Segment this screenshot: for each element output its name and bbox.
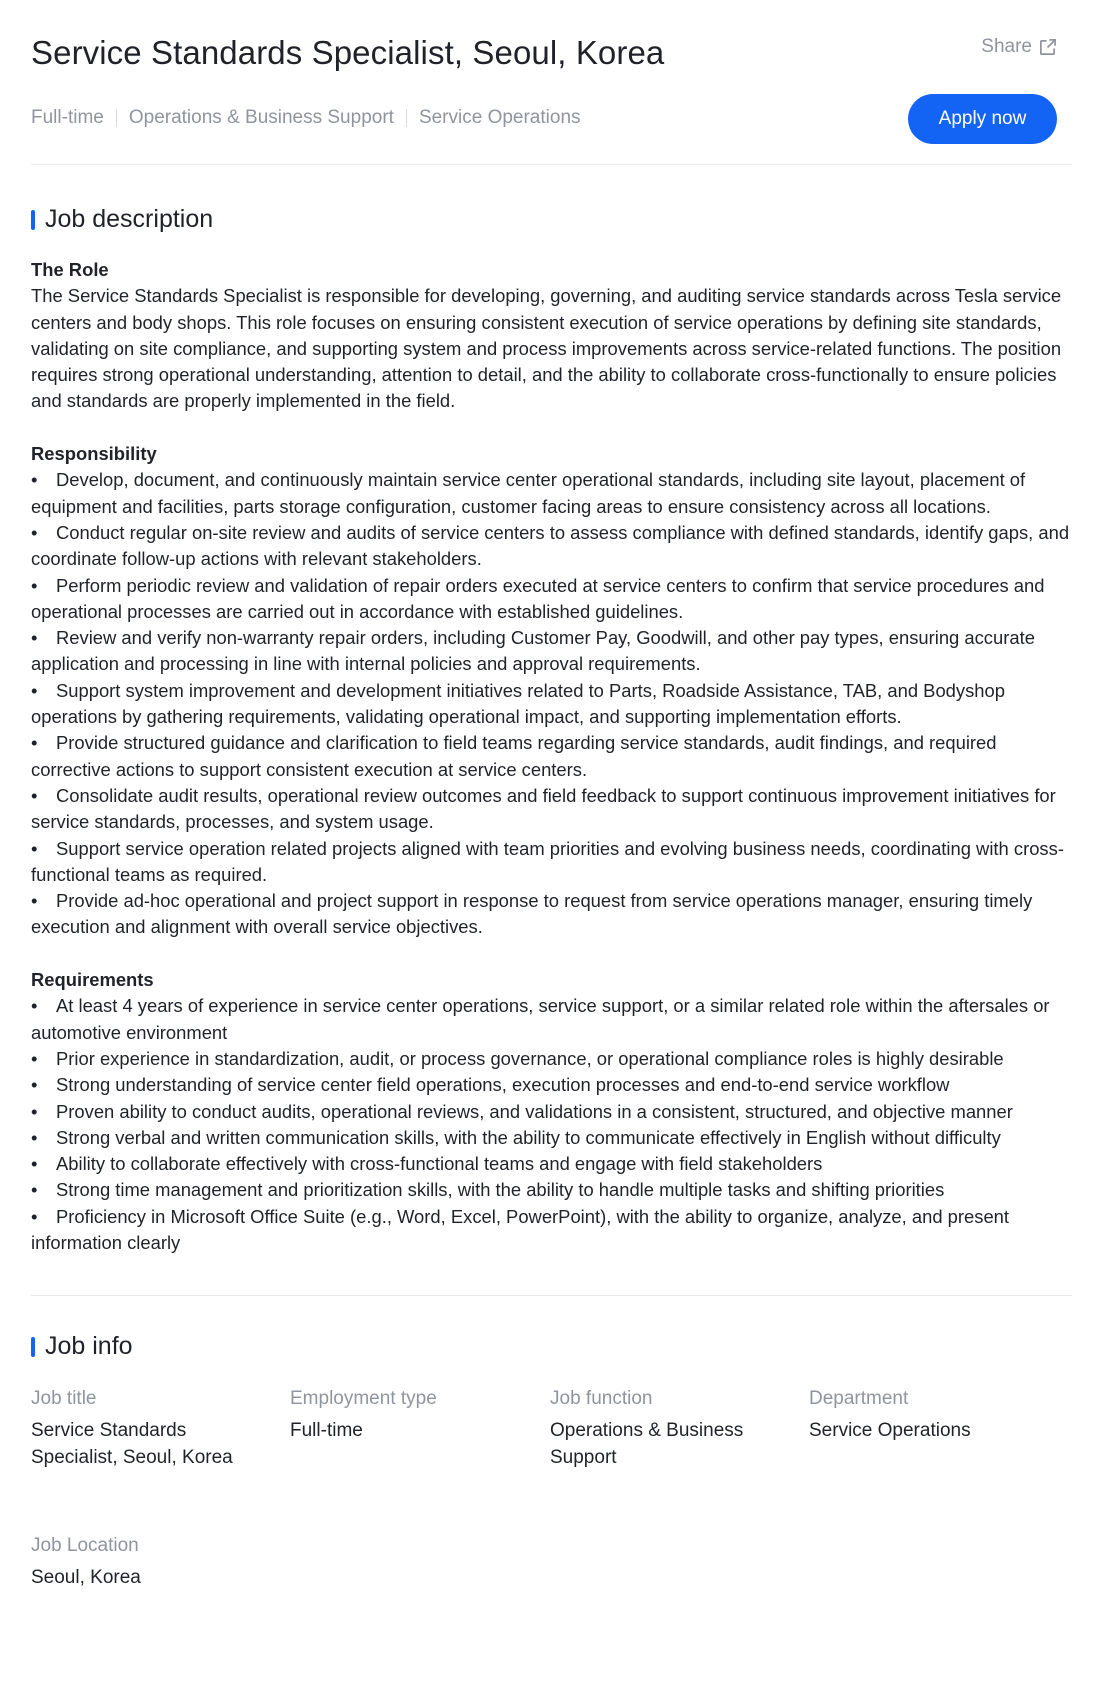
list-item: • Provide structured guidance and clarification to field teams regarding service standards, audit findings, and required corrective actions to support consistent execution at service centers. — [31, 732, 997, 780]
job-title-field — [31, 1386, 276, 1471]
list-item: • Strong understanding of service center field operations, execution processes and end-to-end service workflow — [31, 1074, 950, 1096]
job-info-title: Job info — [45, 1332, 133, 1360]
list-item: • Perform periodic review and validation of repair orders executed at service centers to confirm that service procedures and operational processes are carried out in accordance with established guidelines. — [31, 574, 1045, 622]
tag-divider — [406, 109, 407, 127]
department-field — [809, 1386, 1054, 1445]
employment-type-value: Full-time — [290, 1420, 363, 1441]
responsibility-list — [31, 467, 1076, 940]
list-item: • Support service operation related projects aligned with team priorities and evolving business needs, coordinating with cross-functional teams as required. — [31, 837, 1064, 885]
employment-type-field — [290, 1386, 535, 1445]
list-item: • Strong time management and prioritization skills, with the ability to handle multiple tasks and shifting priorities — [31, 1179, 945, 1201]
tag-employment-type: Full-time — [31, 107, 104, 128]
list-item: • At least 4 years of experience in service center operations, service support, or a similar related role within the aftersales or automotive environment — [31, 995, 1050, 1043]
section-accent-bar — [31, 1337, 35, 1357]
list-item: • Support system improvement and development initiatives related to Parts, Roadside Assistance, TAB, and Bodyshop operations by gathering requirements, validating operational impact, and supporting implementation efforts. — [31, 679, 1005, 728]
list-item: • Prior experience in standardization, audit, or process governance, or operational compliance roles is highly desirable — [31, 1047, 1004, 1069]
job-header — [31, 0, 1072, 165]
list-item: • Proficiency in Microsoft Office Suite (e.g., Word, Excel, PowerPoint), with the ability to organize, analyze, and present information clearly — [31, 1205, 1010, 1253]
department-label: Department — [809, 1388, 909, 1409]
tag-job-function: Operations & Business Support — [128, 107, 394, 128]
apply-now-button[interactable]: Apply now — [908, 94, 1057, 144]
job-location-field — [31, 1533, 276, 1592]
requirements-title: Requirements — [31, 969, 154, 991]
job-tags — [31, 107, 581, 129]
job-description-heading — [31, 205, 213, 234]
job-function-label: Job function — [550, 1388, 653, 1409]
employment-type-label: Employment type — [290, 1388, 437, 1409]
list-item: • Ability to collaborate effectively with cross-functional teams and engage with field stakeholders — [31, 1153, 823, 1175]
list-item: • Consolidate audit results, operational review outcomes and field feedback to support continuous improvement initiatives for service standards, processes, and system usage. — [31, 784, 1056, 833]
section-divider — [31, 1295, 1072, 1296]
requirements-list — [31, 993, 1076, 1256]
list-item: • Strong verbal and written communication skills, with the ability to communicate effectively in English without difficulty — [31, 1126, 1001, 1148]
job-info-heading — [31, 1332, 133, 1361]
list-item: • Review and verify non-warranty repair orders, including Customer Pay, Goodwill, and other pay types, ensuring accurate application and processing in line with internal policies and approval requirements. — [31, 627, 1035, 675]
list-item: • Provide ad-hoc operational and project support in response to request from service operations manager, ensuring timely execution and alignment with overall service objectives. — [31, 890, 1033, 938]
list-item: • Conduct regular on-site review and audits of service centers to assess compliance with defined standards, identify gaps, and coordinate follow-up actions with relevant stakeholders. — [31, 521, 1070, 570]
job-title-label: Job title — [31, 1388, 97, 1409]
tag-divider — [116, 109, 117, 127]
list-item: • Develop, document, and continuously maintain service center operational standards, including site layout, placement of equipment and facilities, parts storage configuration, customer facing areas to ensure consistency across all locations. — [31, 469, 1026, 517]
share-icon — [1038, 38, 1057, 57]
job-location-value: Seoul, Korea — [31, 1567, 141, 1588]
job-description-title: Job description — [45, 205, 214, 233]
share-label: Share — [981, 36, 1032, 57]
job-location-label: Job Location — [31, 1535, 139, 1556]
department-value: Service Operations — [809, 1420, 971, 1441]
page-title: Service Standards Specialist, Seoul, Korea — [31, 34, 665, 71]
role-title: The Role — [31, 259, 109, 280]
list-item: • Proven ability to conduct audits, operational reviews, and validations in a consistent, structured, and objective manner — [31, 1100, 1013, 1122]
job-description-body — [31, 257, 1076, 1256]
responsibility-title: Responsibility — [31, 443, 157, 465]
role-text: The Service Standards Specialist is responsible for developing, governing, and auditing service standards across Tesla service centers and body shops. This role focuses on ensuring consistent execution of service operations by defining site standards, validating on site compliance, and supporting system and process improvements across service-related functions. The position requires strong operational understanding, attention to detail, and the ability to collaborate cross-functionally to ensure policies and standards are properly implemented in the field. — [31, 285, 1062, 412]
section-accent-bar — [31, 210, 35, 230]
job-function-value: Operations & Business Support — [550, 1420, 744, 1468]
share-button[interactable] — [981, 36, 1057, 58]
job-function-field — [550, 1386, 770, 1471]
job-title-value: Service Standards Specialist, Seoul, Korea — [31, 1420, 233, 1468]
tag-department: Service Operations — [418, 107, 581, 128]
